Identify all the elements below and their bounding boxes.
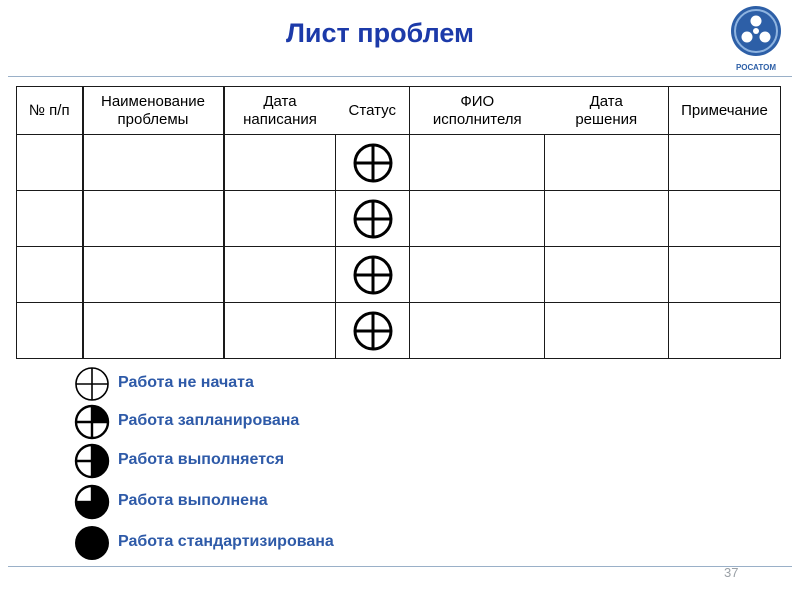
cell-num (17, 135, 83, 191)
page-title: Лист проблем (285, 18, 474, 48)
cell-date-written (224, 247, 336, 303)
cell-executor (410, 303, 545, 359)
cell-problem-name (83, 247, 224, 303)
cell-status (336, 135, 410, 191)
header-executor: ФИО исполнителя (410, 87, 545, 135)
circle-cross-icon (352, 310, 394, 352)
cell-problem-name (83, 135, 224, 191)
cell-executor (410, 247, 545, 303)
circle-cross-icon (72, 364, 112, 404)
cell-note (669, 303, 781, 359)
header-date-resolved: Дата решения (545, 87, 669, 135)
cell-note (669, 191, 781, 247)
table-row (17, 303, 781, 359)
footer-divider (8, 566, 792, 567)
circle-cross-icon (352, 142, 394, 184)
filled-circle-icon (72, 523, 112, 563)
cell-status (336, 303, 410, 359)
cell-status (336, 247, 410, 303)
cell-note (669, 135, 781, 191)
three-quarter-filled-circle-icon (72, 482, 112, 522)
circle-cross-icon (352, 198, 394, 240)
cell-date-written (224, 191, 336, 247)
cell-problem-name (83, 191, 224, 247)
header-problem-name: Наименование проблемы (83, 87, 224, 135)
cell-date-resolved (545, 191, 669, 247)
svg-text:РОСАТОМ: РОСАТОМ (736, 63, 776, 72)
cell-date-written (224, 303, 336, 359)
quarter-filled-circle-icon (72, 402, 112, 442)
header-divider (8, 76, 792, 77)
page-number: 37 (724, 565, 739, 580)
rosatom-logo (728, 4, 784, 74)
cell-num (17, 303, 83, 359)
cell-executor (410, 191, 545, 247)
legend-label: Работа выполнена (118, 492, 268, 509)
table-row (17, 135, 781, 191)
cell-date-written (224, 135, 336, 191)
cell-num (17, 191, 83, 247)
table-header-row (17, 87, 781, 135)
circle-cross-icon (352, 254, 394, 296)
half-filled-circle-icon (72, 441, 112, 481)
cell-date-resolved (545, 247, 669, 303)
problem-table (16, 86, 781, 359)
legend-label: Работа выполняется (118, 451, 285, 468)
header-date-written: Дата написания (224, 87, 336, 135)
header-status: Статус (336, 87, 410, 135)
cell-status (336, 191, 410, 247)
header-num: № п/п (17, 87, 83, 135)
cell-note (669, 247, 781, 303)
legend-label: Работа не начата (118, 374, 254, 391)
header-note: Примечание (669, 87, 781, 135)
cell-date-resolved (545, 303, 669, 359)
table-row (17, 191, 781, 247)
cell-date-resolved (545, 135, 669, 191)
cell-num (17, 247, 83, 303)
legend-label: Работа запланирована (118, 412, 300, 429)
legend-label: Работа стандартизирована (118, 533, 334, 550)
cell-executor (410, 135, 545, 191)
table-row (17, 247, 781, 303)
cell-problem-name (83, 303, 224, 359)
